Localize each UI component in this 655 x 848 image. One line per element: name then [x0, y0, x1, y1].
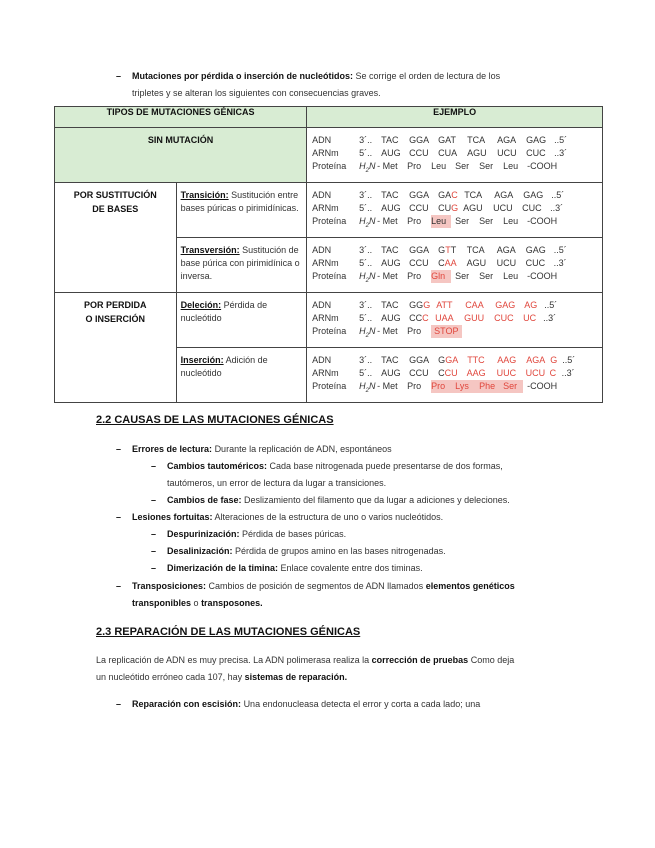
- dna-sequence: 3´.. TAC GGA GAT TCA AGA GAG ..5´: [359, 135, 568, 145]
- bullet-tautomeric: – Cambios tautoméricos: Cada base nitrogenada puede presentarse de dos formas, tautómeros, un error de lectura da lugar a transiciones.: [151, 461, 503, 488]
- protein-sequence: - Met Pro Gln Ser Ser Leu -COOH: [377, 271, 558, 281]
- rna-sequence: 5´.. AUG CCU CUG AGU UCU CUC ..3´: [359, 203, 564, 213]
- intro-bullet: – Mutaciones por pérdida o inserción de nucleótidos: Se corrige el orden de lectura de los tripletes y se alteran los siguientes con consecuencias graves.: [116, 71, 501, 98]
- repair-paragraph: La replicación de ADN es muy precisa. La ADN polimerasa realiza la corrección de pruebas Como deja un nucleótido erróneo cada 107, hay sistemas de reparación.: [96, 655, 515, 682]
- dna-sequence: 3´.. TAC GGA GTT TCA AGA GAG ..5´: [359, 245, 567, 255]
- example-transition: ADN 3´.. TAC GGA GAC TCA AGA GAG ..5´ ARNm 5´.. AUG CCU CUG AGU UCU CUC ..3´ Proteína $H_2N$ - Met Pro Leu Ser Ser Leu -COOH: [307, 183, 603, 238]
- example-insertion: ADN 3´.. TAC GGA GGA TTC AAG AGA G ..5´ ARNm 5´.. AUG CCU CCU AAG UUC UCU C ..3´ Proteína $H_2N$ - Met Pro Pro Lys Phe Ser -COOH: [307, 348, 603, 403]
- intro-text-2: tripletes y se alteran los siguientes con consecuencias graves.: [132, 88, 381, 98]
- deletion-description: Deleción: Pérdida de nucleótido: [176, 293, 307, 348]
- rna-sequence: 5´.. AUG CCU CCU AAG UUC UCU C ..3´: [359, 368, 575, 378]
- example-no-mutation: ADN 3´.. TAC GGA GAT TCA AGA GAG ..5´ ARNm 5´.. AUG CCU CUA AGU UCU CUC ..3´ Proteína $H_2N$ - Met Pro Leu Ser Ser Leu -COOH: [307, 128, 603, 183]
- transition-description: Transición: Sustitución entre bases púricas o pirimidínicas.: [176, 183, 307, 238]
- section-heading-repair: 2.3 REPARACIÓN DE LAS MUTACIONES GÉNICAS: [96, 626, 361, 638]
- mutation-types-table: [54, 106, 603, 403]
- category-substitution: POR SUSTITUCIÓN DE BASES: [55, 183, 177, 293]
- bullet-phase-change: – Cambios de fase: Deslizamiento del filamento que da lugar a adiciones y deleciones.: [151, 495, 510, 505]
- protein-sequence: - Met Pro STOP: [377, 325, 461, 338]
- insertion-description: Inserción: Adición de nucleótido: [176, 348, 307, 403]
- table-header-example: EJEMPLO: [307, 107, 603, 128]
- rna-sequence: 5´.. AUG CCU CAA AGU UCU CUC ..3´: [359, 258, 567, 268]
- bullet-fortuitous-lesions: – Lesiones fortuitas: Alteraciones de la estructura de uno o varios nucleótidos.: [116, 512, 444, 522]
- category-loss-insertion: POR PERDIDA O INSERCIÓN: [55, 293, 177, 403]
- section-heading-causes: 2.2 CAUSAS DE LAS MUTACIONES GÉNICAS: [96, 414, 334, 426]
- bullet-deamination: – Desalinización: Pérdida de grupos amino en las bases nitrogenadas.: [151, 546, 446, 556]
- bullet-thymine-dimer: – Dimerización de la timina: Enlace covalente entre dos timinas.: [151, 563, 423, 573]
- dna-sequence: 3´.. TAC GGG ATT CAA GAG AG ..5´: [359, 300, 558, 310]
- rna-sequence: 5´.. AUG CCC UAA GUU CUC UC ..3´: [359, 313, 557, 323]
- example-deletion: ADN 3´.. TAC GGG ATT CAA GAG AG ..5´ ARNm 5´.. AUG CCC UAA GUU CUC UC ..3´ Proteína $H_2N$ - Met Pro STOP: [307, 293, 603, 348]
- protein-sequence: - Met Pro Leu Ser Ser Leu -COOH: [377, 161, 558, 171]
- rna-sequence: 5´.. AUG CCU CUA AGU UCU CUC ..3´: [359, 148, 568, 158]
- dna-sequence: 3´.. TAC GGA GAC TCA AGA GAG ..5´: [359, 190, 565, 200]
- example-transversion: ADN 3´.. TAC GGA GTT TCA AGA GAG ..5´ ARNm 5´.. AUG CCU CAA AGU UCU CUC ..3´ Proteína $H_2N$ - Met Pro Gln Ser Ser Leu -COOH: [307, 238, 603, 293]
- bullet-depurination: – Despurinización: Pérdida de bases púricas.: [151, 529, 347, 539]
- dna-sequence: 3´.. TAC GGA GGA TTC AAG AGA G ..5´: [359, 355, 576, 365]
- category-no-mutation: SIN MUTACIÓN: [55, 128, 307, 183]
- intro-title: Mutaciones por pérdida o inserción de nucleótidos:: [132, 71, 354, 81]
- intro-text: Se corrige el orden de lectura de los: [355, 71, 501, 81]
- bullet-reading-errors: – Errores de lectura: Durante la replicación de ADN, espontáneos: [116, 444, 392, 454]
- bullet-excision-repair: – Reparación con escisión: Una endonucleasa detecta el error y corta a cada lado; una: [116, 699, 481, 709]
- transversion-description: Transversión: Sustitución de base púrica con pirimidínica o inversa.: [176, 238, 307, 293]
- table-header-types: TIPOS DE MUTACIONES GÉNICAS: [55, 107, 307, 128]
- bullet-transpositions: – Transposiciones: Cambios de posición de segmentos de ADN llamados elementos genéticos transponibles o transposones.: [116, 581, 515, 608]
- protein-sequence: - Met Pro Leu Ser Ser Leu -COOH: [377, 216, 558, 226]
- protein-sequence: - Met Pro Pro Lys Phe Ser -COOH: [377, 381, 558, 391]
